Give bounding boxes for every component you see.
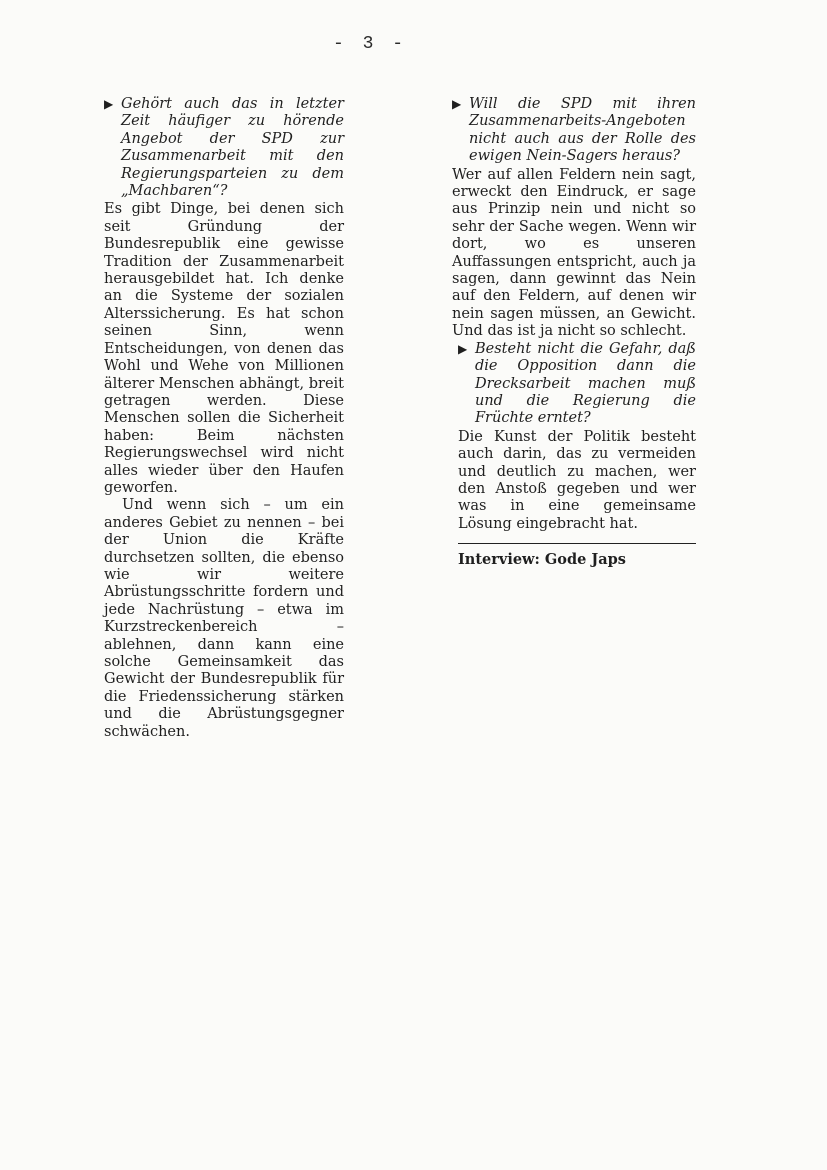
answer-paragraph: Wer auf allen Feldern nein sagt, erweckt den Eindruck, er sage aus Prinzip nein und nicht so sehr der Sache wegen. Wenn wir dort, wo es unseren Auffassungen entspricht, auch ja sagen, dann gewinnt das Nein auf den Feldern, auf denen wir nein sagen müssen, an Gewicht. Und das ist ja nicht so schlecht. (452, 166, 696, 340)
interview-question (458, 341, 696, 428)
interview-question (104, 96, 344, 200)
answer-paragraph: Es gibt Dinge, bei denen sich seit Gründung der Bundesrepublik eine gewisse Tradition der Zusammenarbeit herausgebildet hat. Ich denke an die Systeme der sozialen Alterssicherung. Es hat schon seinen Sinn, wenn Entscheidungen, von denen das Wohl und Wehe von Millionen älterer Menschen abhängt, breit getragen werden. Diese Menschen sollen die Sicherheit haben: Beim nächsten Regierungswechsel wird nicht alles wieder über den Haufen geworfen. (104, 201, 344, 496)
question-text: Gehört auch das in letzter Zeit häufiger zu hörende Angebot der SPD zur Zusammenarbeit mit den Regierungsparteien zu dem „Machbaren“? (121, 96, 344, 200)
right-column (452, 96, 696, 569)
answer-paragraph: Die Kunst der Politik besteht auch darin, das zu vermeiden und deutlich zu machen, wer den Anstoß gegeben und wer was in eine gemeinsame Lösung eingebracht hat. (458, 428, 696, 532)
interview-answer (452, 167, 696, 341)
right-triangle-icon: ▶ (452, 97, 462, 111)
answer-paragraph: Und wenn sich – um ein anderes Gebiet zu nennen – bei der Union die Kräfte durchsetzen sollten, die ebenso wie wir weitere Abrüstungsschritte fordern und jede Nachrüstung – etwa im Kurzstreckenbereich – ablehnen, dann kann eine solche Gemeinsamkeit das Gewicht der Bundesrepublik für die Friedenssicherung stärken und die Abrüstungsgegner schwächen. (104, 497, 344, 740)
right-triangle-icon: ▶ (458, 341, 468, 356)
interview-answer (104, 201, 344, 741)
right-triangle-icon: ▶ (104, 97, 114, 111)
question-text: Besteht nicht die Gefahr, daß die Opposition dann die Drecksarbeit machen muß und die Regierung die Früchte erntet? (475, 340, 696, 427)
interview-question (452, 96, 696, 166)
left-column (104, 96, 344, 741)
interview-answer (458, 429, 696, 533)
question-text: Will die SPD mit ihren Zusammenarbeits-Angeboten nicht auch aus der Rolle des ewigen Nein-Sagers heraus? (469, 96, 696, 165)
page-number: - 3 - (332, 34, 407, 54)
interview-signature: Interview: Gode Japs (458, 551, 626, 569)
signature-divider (458, 543, 696, 544)
